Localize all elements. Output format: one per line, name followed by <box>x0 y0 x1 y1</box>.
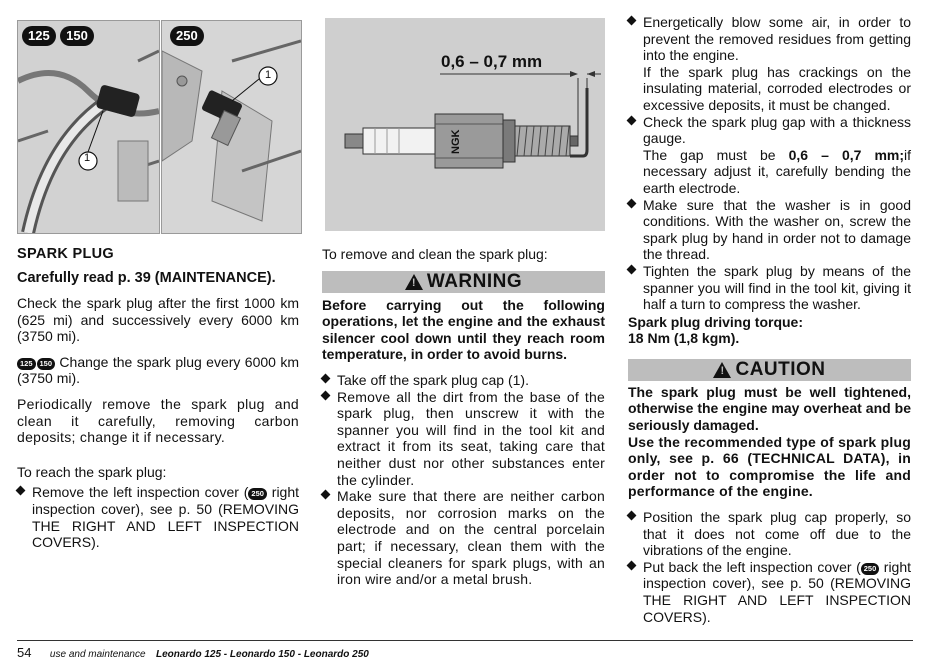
model-badge-250: 250 <box>248 488 267 500</box>
diamond-bullet-icon <box>321 374 331 384</box>
model-badge-250: 250 <box>861 563 880 575</box>
column-middle <box>322 246 605 588</box>
footer-rule <box>17 640 913 641</box>
reach-steps-list <box>17 484 299 550</box>
list-item <box>628 14 911 114</box>
list-item <box>628 114 911 197</box>
callout-number: 1 <box>265 69 272 81</box>
section-subtitle: Carefully read p. 39 (MAINTENANCE). <box>17 270 276 286</box>
list-item <box>322 389 605 489</box>
engine-illustration-right <box>162 21 301 233</box>
diamond-bullet-icon <box>16 486 26 496</box>
warning-triangle-icon: ! <box>405 274 423 290</box>
page-footer <box>17 644 913 662</box>
diamond-bullet-icon <box>627 115 637 125</box>
bullet-text: Take off the spark plug cap (1). <box>337 371 529 388</box>
bullet-text: Make sure that the washer is in good conditions. With the washer on, screw the spark plug by hand in order not to damage the thread. <box>643 196 911 263</box>
diamond-bullet-icon <box>627 264 637 274</box>
list-item <box>628 197 911 263</box>
reassembly-steps-list <box>628 509 911 625</box>
diamond-bullet-icon <box>321 490 331 500</box>
column-right <box>628 14 911 625</box>
page-number: 54 <box>17 645 32 660</box>
footer-models: Leonardo 125 - Leonardo 150 - Leonardo 250 <box>156 649 369 660</box>
list-item <box>628 559 911 625</box>
bullet-text-continued: If the spark plug has crackings on the insulating material, corroded electrodes or excessive deposits, it must be changed. <box>643 63 911 113</box>
bullet-text: Put back the left inspection cover ( <box>643 558 861 575</box>
spark-plug-drawing <box>325 18 605 231</box>
bullet-text: Make sure that there are neither carbon deposits, nor corrosion marks on the electrode and on the central porcelain part; if necessary, clean them with the special cleaners for spark plugs, with an iron wire and/or a metal brush. <box>337 488 605 588</box>
warning-label: WARNING <box>426 270 523 292</box>
plug-brand-label: NGK <box>450 129 462 154</box>
list-item <box>628 263 911 313</box>
paragraph-reach-plug: To reach the spark plug: <box>17 463 167 480</box>
paragraph-change-interval <box>17 354 299 387</box>
warning-triangle-icon: ! <box>713 362 731 378</box>
diamond-bullet-icon <box>627 511 637 521</box>
gap-label: 0,6 – 0,7 mm <box>441 52 543 71</box>
diamond-bullet-icon <box>627 560 637 570</box>
list-item <box>628 509 911 559</box>
caution-label: CAUTION <box>735 358 826 380</box>
warning-text: Before carrying out the following operations, let the engine and the exhaust silencer cool down until they reach room temperature, in order to avoid burns. <box>322 296 605 363</box>
caution-text-2: Use the recommended type of spark plug only, see p. 66 (TECHNICAL DATA), in order not to compromise the life and performance of the engine. <box>628 433 911 500</box>
model-badge-250: 250 <box>170 26 204 46</box>
paragraph-periodic-clean: Periodically remove the spark plug and clean it carefully, removing carbon deposits; change it if necessary. <box>17 395 299 446</box>
diamond-bullet-icon <box>627 198 637 208</box>
gap-adjust-text: if necessary adjust it, carefully bending the earth electrode. <box>643 146 912 196</box>
model-badge-150: 150 <box>37 358 56 370</box>
spark-plug-gap-diagram <box>325 18 605 231</box>
diamond-bullet-icon <box>321 390 331 400</box>
list-item <box>322 372 605 389</box>
section-title: SPARK PLUG <box>17 246 114 262</box>
inspection-steps-list <box>628 14 911 313</box>
model-badge-125: 125 <box>22 26 56 46</box>
paragraph-intro: To remove and clean the spark plug: <box>322 246 548 262</box>
bullet-text: Check the spark plug gap with a thickness gauge. <box>643 113 911 147</box>
bullet-text: right inspection cover), see p. 50 (REMOVING THE RIGHT AND LEFT INSPECTION COVERS). <box>643 558 912 625</box>
caution-text-1: The spark plug must be well tightened, otherwise the engine may overheat and be seriously damaged. <box>628 383 911 434</box>
gap-value: 0,6 – 0,7 mm; <box>788 146 905 163</box>
gap-text: The gap must be <box>643 146 789 163</box>
bullet-text: Position the spark plug cap properly, so that it does not come off due to the vibrations of the engine. <box>643 509 911 559</box>
paragraph-change-text: Change the spark plug every 6000 km (3750 mi). <box>17 353 299 387</box>
bullet-text-continued <box>643 147 911 197</box>
list-item <box>17 484 299 550</box>
column-left <box>17 246 299 551</box>
torque-label: Spark plug driving torque: <box>628 313 804 330</box>
callout-number: 1 <box>84 152 91 164</box>
removal-steps-list <box>322 372 605 588</box>
paragraph-check-interval: Check the spark plug after the first 1000 km (625 mi) and successively every 6000 km (3750 mi). <box>17 295 299 345</box>
list-item <box>322 488 605 588</box>
diamond-bullet-icon <box>627 16 637 26</box>
bullet-text: Energetically blow some air, in order to prevent the removed residues from getting into the engine. <box>643 14 911 64</box>
photo-spark-plug-125-150 <box>17 20 160 234</box>
bullet-text: Remove the left inspection cover ( <box>32 484 249 501</box>
bullet-text: Tighten the spark plug by means of the spanner you will find in the tool kit, giving it half a turn to compress the washer. <box>643 262 911 313</box>
bullet-text: right inspection cover), see p. 50 (REMOVING THE RIGHT AND LEFT INSPECTION COVERS). <box>32 484 300 551</box>
model-badge-125: 125 <box>17 358 36 370</box>
engine-illustration-left <box>18 21 159 233</box>
footer-section: use and maintenance <box>49 649 146 660</box>
caution-banner <box>628 359 911 381</box>
bullet-text: Remove all the dirt from the base of the spark plug, then unscrew it with the spanner you will find in the tool kit and extract it from its seat, taking care that neither dust nor other substances enter the cylinder. <box>337 388 605 488</box>
torque-value: 18 Nm (1,8 kgm). <box>628 330 740 347</box>
warning-banner <box>322 271 605 293</box>
model-badge-150: 150 <box>60 26 94 46</box>
photo-spark-plug-250 <box>161 20 302 234</box>
